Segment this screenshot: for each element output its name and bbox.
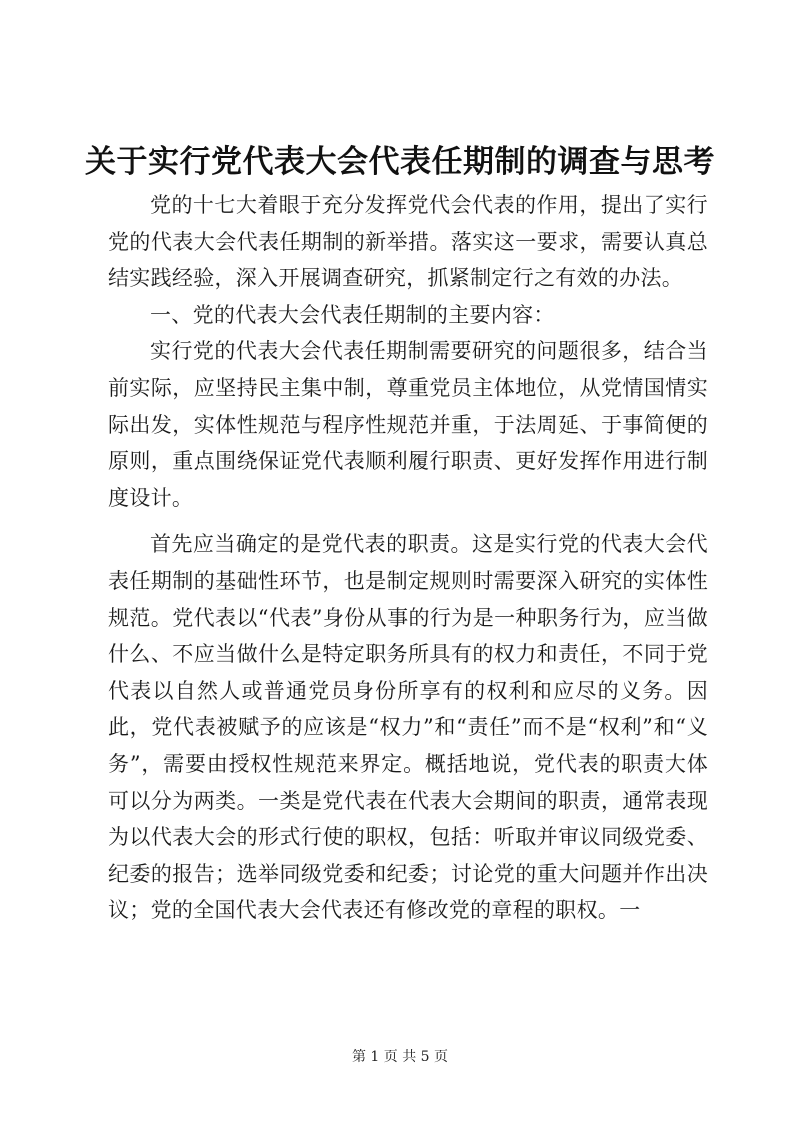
document-body: [108, 187, 708, 929]
section-heading: 一、党的代表大会代表任期制的主要内容：: [150, 302, 555, 327]
page-number: 第 1 页 共 5 页: [351, 1049, 449, 1065]
paragraph-duties: 首先应当确定的是党代表的职责。这是实行党的代表大会代表任期制的基础性环节，也是制定规则时需要深入研究的实体性规范。党代表以“代表”身份从事的行为是一种职务行为，应当做什么、不应当做什么是特定职务所具有的权力和责任，不同于党代表以自然人或普通党员身份所享有的权利和应尽的义务。因此，党代表被赋予的应该是“权力”和“责任”而不是“权利”和“义务”，需要由授权性规范来界定。概括地说，党代表的职责大体可以分为两类。一类是党代表在代表大会期间的职责，通常表现为以代表大会的形式行使的职权，包括：听取并审议同级党委、纪委的报告；选举同级党委和纪委；讨论党的重大问题并作出决议；党的全国代表大会代表还有修改党的章程的职权。一: [108, 532, 708, 923]
document-title: 关于实行党代表大会代表任期制的调查与思考: [85, 144, 715, 180]
paragraph-intro: 党的十七大着眼于充分发挥党代会代表的作用，提出了实行党的代表大会代表任期制的新举措。落实这一要求，需要认真总结实践经验，深入开展调查研究，抓紧制定行之有效的办法。: [108, 193, 708, 291]
paragraph-principles: 实行党的代表大会代表任期制需要研究的问题很多，结合当前实际，应坚持民主集中制，尊重党员主体地位，从党情国情实际出发，实体性规范与程序性规范并重，于法周延、于事简便的原则，重点围绕保证党代表顺利履行职责、更好发挥作用进行制度设计。: [108, 339, 708, 510]
